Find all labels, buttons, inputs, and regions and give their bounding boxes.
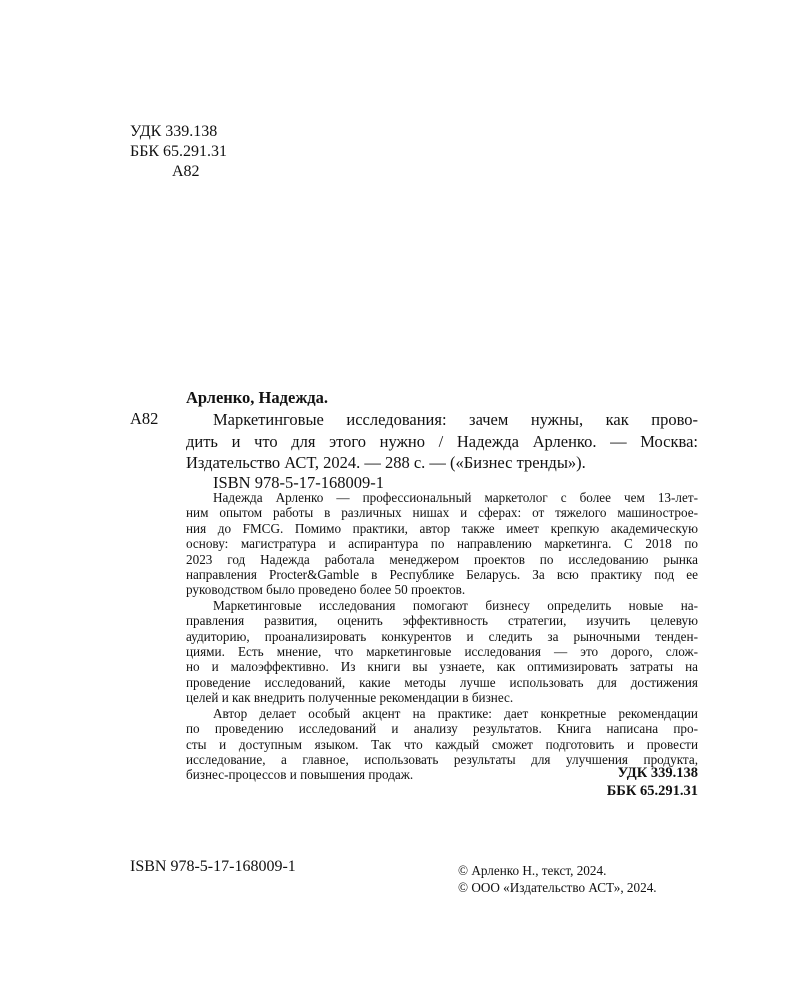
annotation-line: основу: магистратура и аспирантура по направлению маркетинга. С 2018 по (186, 536, 698, 552)
bbk-code-bold: ББК 65.291.31 (606, 783, 698, 799)
author-sign-side: А82 (130, 409, 159, 428)
title-line: Издательство АСТ, 2024. — 288 с. — («Бизнес тренды»). (186, 453, 586, 472)
author-sign: А82 (172, 163, 200, 180)
classification-block (130, 122, 227, 182)
annotation-line: бизнес-процессов и повышения продаж. (186, 767, 414, 783)
author-heading: Арленко, Надежда. (186, 388, 328, 407)
footer-classification (607, 764, 698, 800)
bbk-code: ББК 65.291.31 (130, 143, 228, 160)
isbn-footer: ISBN 978-5-17-168009-1 (130, 858, 296, 875)
title-line: Маркетинговые исследования: зачем нужны, как прово- (213, 410, 698, 429)
annotation-line: Автор делает особый акцент на практике: дает конкретные рекомендации (213, 705, 698, 721)
annotation-line: циями. Есть мнение, что маркетинговые исследования — это дорого, слож- (186, 644, 698, 660)
annotation-line: правления развития, оценить эффективность стратегии, изучить целевую (186, 613, 698, 629)
annotation-line: ния до FMCG. Помимо практики, автор также имеет крепкую академическую (186, 520, 698, 536)
udk-code: УДК 339.138 (130, 123, 218, 140)
udk-code-bold: УДК 339.138 (617, 765, 698, 781)
copyright-publisher: © ООО «Издательство АСТ», 2024. (458, 880, 657, 895)
annotation-line: исследование, а главное, использовать результаты для улучшения продукта, (186, 751, 698, 767)
annotation-line: но и малоэффективно. Из книги вы узнаете, как оптимизировать затраты на (186, 659, 698, 675)
bibliographic-description (186, 409, 698, 474)
annotation-line: проведение исследований, какие методы лучше использовать для достижения (186, 674, 698, 690)
annotation-line: целей и как внедрить полученные рекомендации в бизнес. (186, 690, 514, 706)
copyright-notices (458, 862, 657, 896)
annotation-line: Маркетинговые исследования помогают бизнесу определить новые на- (213, 597, 698, 613)
annotation-line: руководством было проведено более 50 проектов. (186, 582, 466, 598)
annotation-line: сты и доступным языком. Так что каждый сможет подготовить и провести (186, 736, 698, 752)
annotation-line: по проведению исследований и анализу результатов. Книга написана про- (186, 721, 698, 737)
copyright-text: © Арленко Н., текст, 2024. (458, 863, 607, 878)
title-line: дить и что для этого нужно / Надежда Арленко. — Москва: (186, 431, 698, 451)
annotation-line: 2023 год Надежда работала менеджером проектов по исследованию рынка (186, 551, 698, 567)
annotation-line: ним опытом работы в различных нишах и сферах: от тяжелого машинострое- (186, 505, 698, 521)
annotation-line: аудиторию, проанализировать конкурентов и следить за рыночными тенден- (186, 628, 698, 644)
isbn-record: ISBN 978-5-17-168009-1 (213, 473, 384, 492)
annotation (186, 490, 698, 783)
annotation-line: Надежда Арленко — профессиональный маркетолог с более чем 13-лет- (213, 490, 698, 505)
annotation-line: направления Procter&Gamble в Республике Беларусь. За всю практику под ее (186, 567, 698, 583)
